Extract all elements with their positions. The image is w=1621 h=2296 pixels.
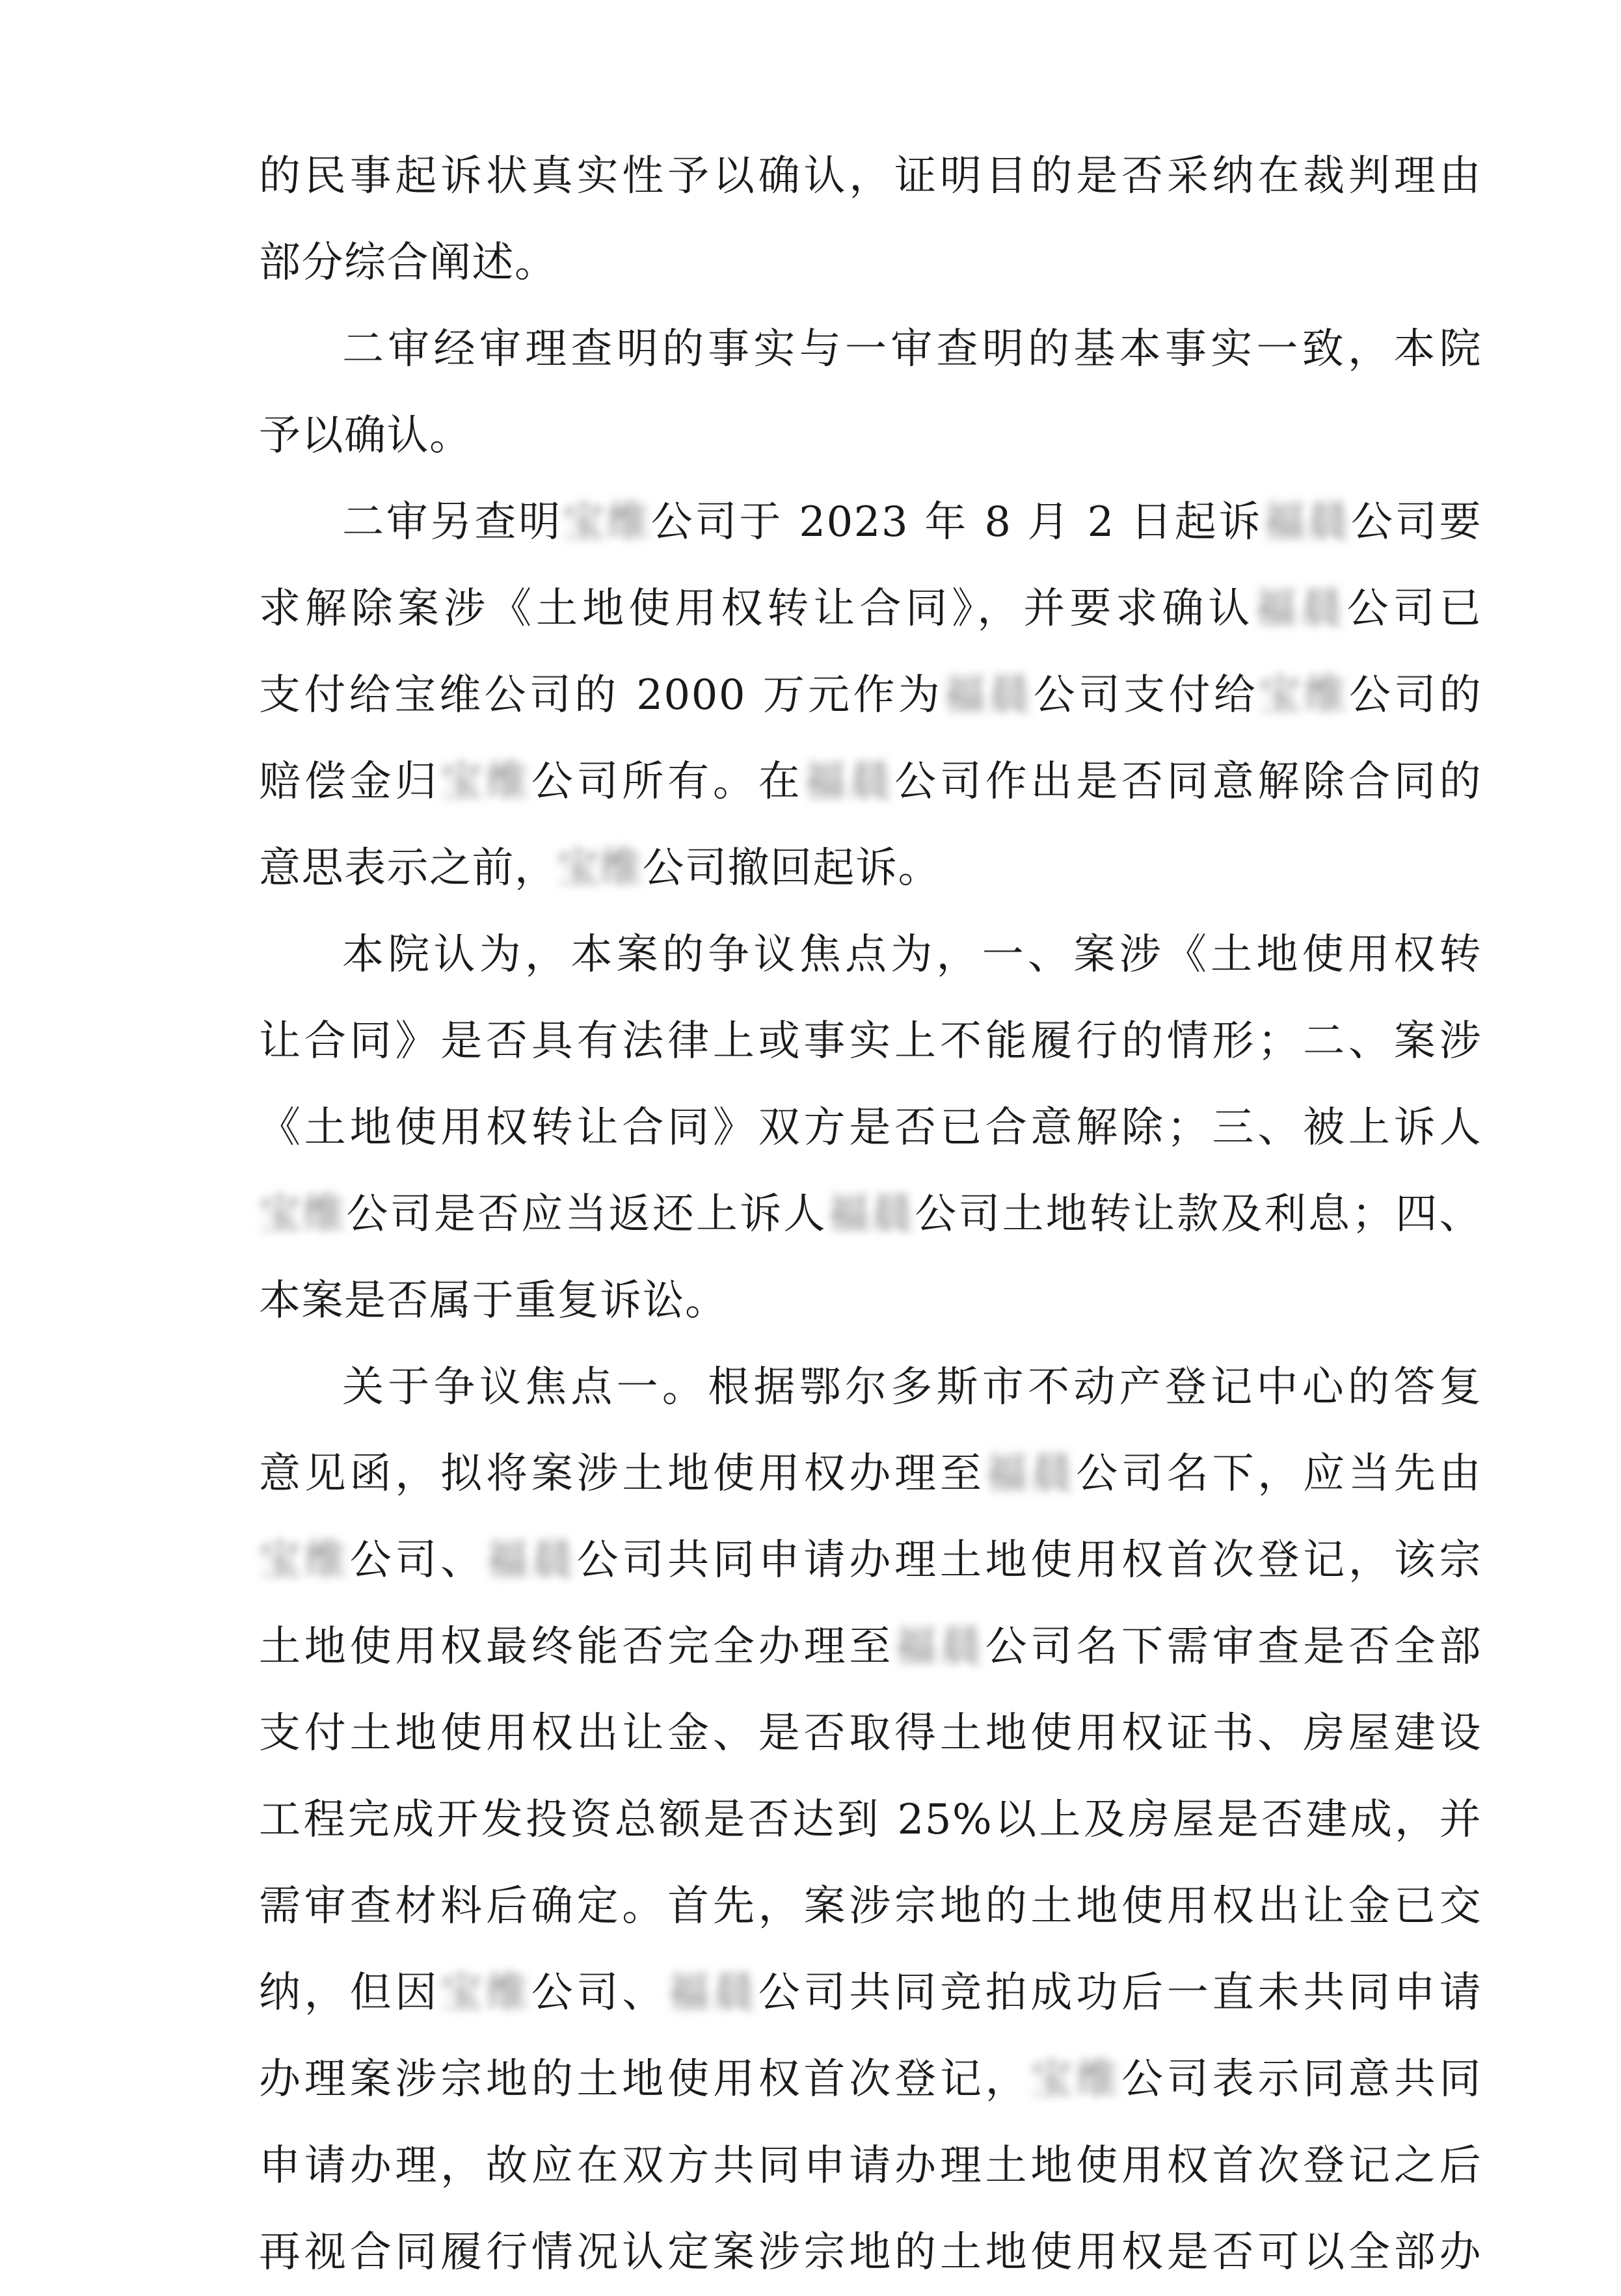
line-text: 支付给宝维公司的 2000 万元作为	[259, 671, 944, 719]
line-text: 二审另查明	[342, 498, 563, 546]
line-text: 本院认为，本案的争议焦点为，一、案涉《土地使用权转	[342, 931, 1482, 979]
line-text: 公司名下，应当先由	[1076, 1450, 1482, 1498]
line-text: 公司表示同意共同	[1121, 2055, 1482, 2103]
line-text: 工程完成开发投资总额是否达到 25%以上及房屋是否建成，并	[259, 1796, 1482, 1844]
line-text: 部分综合阐述。	[259, 239, 557, 287]
document-body	[259, 133, 1482, 2296]
text-line-2	[259, 220, 1482, 306]
redacted-name: 福晨	[485, 1536, 577, 1584]
line-text: 让合同》是否具有法律上或事实上不能履行的情形；二、案涉	[259, 1017, 1482, 1065]
text-line-14	[259, 1258, 1482, 1344]
line-text: 支付土地使用权出让金、是否取得土地使用权证书、房屋建设	[259, 1709, 1482, 1757]
line-text: 本案是否属于重复诉讼。	[259, 1277, 728, 1325]
text-line-20	[259, 1777, 1482, 1863]
redacted-name: 宝维	[259, 1536, 350, 1584]
text-line-13	[259, 1171, 1482, 1258]
line-text: 公司土地转让款及利息；四、	[915, 1190, 1482, 1238]
text-line-8	[259, 739, 1482, 825]
text-line-24	[259, 2123, 1482, 2209]
line-text: 关于争议焦点一。根据鄂尔多斯市不动产登记中心的答复	[342, 1363, 1482, 1411]
line-text: 公司名下需审查是否全部	[985, 1623, 1482, 1671]
redacted-name: 宝维	[440, 1969, 531, 2017]
line-text: 公司是否应当返还上诉人	[346, 1190, 827, 1238]
text-line-19	[259, 1690, 1482, 1777]
text-line-4	[259, 393, 1482, 479]
redacted-name: 宝维	[1030, 2055, 1121, 2103]
text-line-21	[259, 1863, 1482, 1950]
line-text: 公司支付给	[1033, 671, 1259, 719]
redacted-name: 福晨	[1263, 498, 1351, 546]
redacted-name: 福晨	[894, 1623, 985, 1671]
line-text: 需审查材料后确定。首先，案涉宗地的土地使用权出让金已交	[259, 1882, 1482, 1930]
line-text: 公司、	[531, 1969, 668, 2017]
text-line-7	[259, 652, 1482, 739]
redacted-name: 福晨	[827, 1190, 915, 1238]
line-text: 公司所有。在	[531, 758, 804, 806]
redacted-name: 福晨	[1254, 585, 1347, 633]
redacted-name: 宝维	[563, 498, 651, 546]
text-line-15	[259, 1344, 1482, 1431]
line-text: 土地使用权最终能否完全办理至	[259, 1623, 895, 1671]
line-text: 赔偿金归	[259, 758, 441, 806]
line-text: 意思表示之前，	[259, 844, 557, 892]
line-text: 办理案涉宗地的土地使用权首次登记，	[259, 2055, 1031, 2103]
redacted-name: 福晨	[943, 671, 1034, 719]
text-line-25	[259, 2209, 1482, 2296]
text-line-1	[259, 133, 1482, 220]
redacted-name: 福晨	[667, 1969, 758, 2017]
text-line-23	[259, 2036, 1482, 2123]
redacted-name: 宝维	[440, 758, 531, 806]
line-text: 申请办理，故应在双方共同申请办理土地使用权首次登记之后	[259, 2142, 1482, 2190]
line-text: 公司已	[1346, 585, 1482, 633]
line-text: 予以确认。	[259, 412, 472, 460]
text-line-9	[259, 825, 1482, 912]
line-text: 公司的	[1348, 671, 1482, 719]
line-text: 公司共同申请办理土地使用权首次登记，该宗	[576, 1536, 1482, 1584]
line-text: 公司要	[1350, 498, 1482, 546]
line-text: 《土地使用权转让合同》双方是否已合意解除；三、被上诉人	[259, 1104, 1482, 1152]
redacted-name: 福晨	[985, 1450, 1077, 1498]
text-line-18	[259, 1604, 1482, 1690]
text-line-22	[259, 1950, 1482, 2036]
line-text: 纳，但因	[259, 1969, 441, 2017]
line-text: 二审经审理查明的事实与一审查明的基本事实一致，本院	[342, 325, 1482, 373]
text-line-5	[259, 479, 1482, 566]
text-line-10	[259, 912, 1482, 998]
line-text: 意见函，拟将案涉土地使用权办理至	[259, 1450, 985, 1498]
line-text: 公司共同竞拍成功后一直未共同申请	[758, 1969, 1482, 2017]
text-line-3	[259, 306, 1482, 393]
redacted-name: 福晨	[803, 758, 895, 806]
redacted-name: 宝维	[557, 844, 643, 892]
text-line-16	[259, 1431, 1482, 1517]
text-line-17	[259, 1517, 1482, 1604]
line-text: 公司撤回起诉。	[642, 844, 941, 892]
redacted-name: 宝维	[1259, 671, 1349, 719]
line-text: 公司、	[349, 1536, 486, 1584]
line-text: 公司作出是否同意解除合同的	[894, 758, 1482, 806]
text-line-12	[259, 1085, 1482, 1171]
redacted-name: 宝维	[259, 1190, 347, 1238]
line-text: 再视合同履行情况认定案涉宗地的土地使用权是否可以全部办	[259, 2228, 1482, 2276]
line-text: 公司于 2023 年 8 月 2 日起诉	[650, 498, 1263, 546]
line-text: 的民事起诉状真实性予以确认，证明目的是否采纳在裁判理由	[259, 152, 1482, 200]
text-line-6	[259, 566, 1482, 652]
line-text: 求解除案涉《土地使用权转让合同》，并要求确认	[259, 585, 1255, 633]
text-line-11	[259, 998, 1482, 1085]
